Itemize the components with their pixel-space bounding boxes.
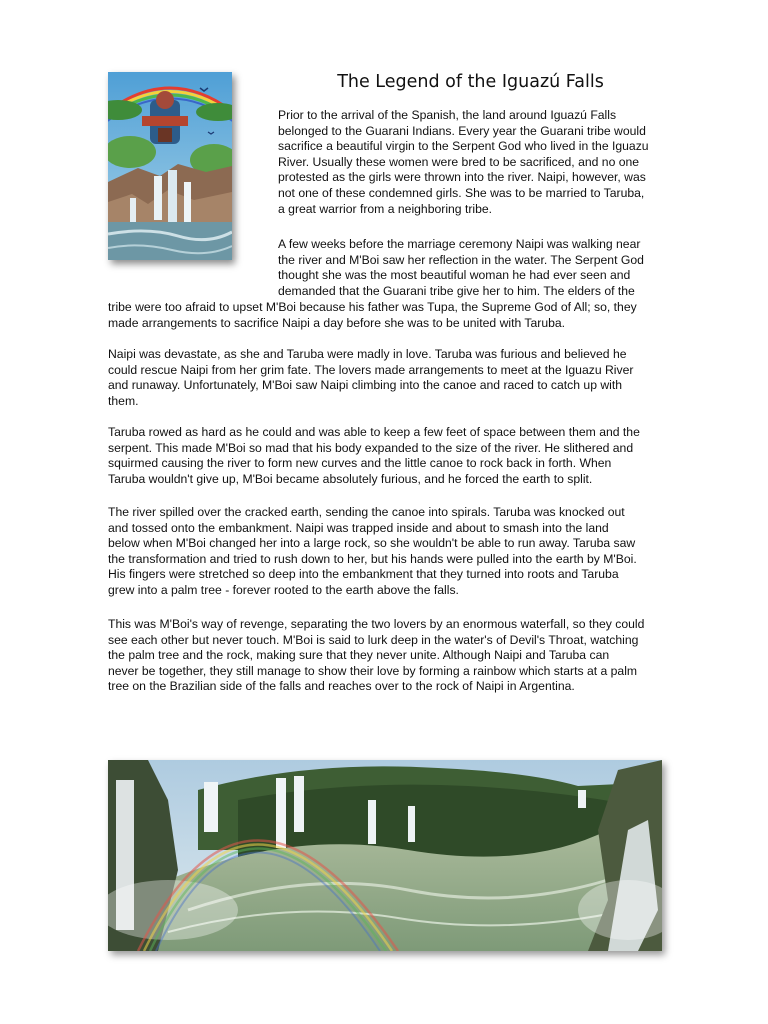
paragraph-4	[108, 425, 640, 487]
text-line: made arrangements to sacrifice Naipi a day before she was to be united with Taruba.	[108, 315, 566, 330]
text-line: demanded that the Guarani tribe give her to him. The elders of the	[278, 283, 635, 298]
text-line: squirmed causing the river to form new curves and the little canoe to rock back in forth. When	[108, 456, 612, 471]
text-line: not one of these condemned girls. She was to be married to Taruba,	[278, 185, 645, 200]
text-line: never be together, they still manage to show their love by forming a rainbow which starts at a palm	[108, 663, 638, 678]
text-line: Taruba rowed as hard as he could and was able to keep a few feet of space between them and the	[108, 425, 640, 439]
text-line: and runaway. Unfortunately, M'Boi saw Naipi climbing into the canoe and raced to catch up with	[108, 378, 623, 393]
text-line: and tossed onto the embankment. Naipi was trapped inside and about to smash into the land	[108, 520, 609, 535]
paragraph-2-continued	[108, 300, 637, 331]
text-line: His fingers were stretched so deep into the embankment that they turned into roots and Taruba	[108, 567, 619, 582]
text-line: sacrifice a beautiful virgin to the Serpent God who lived in the Iguazu	[278, 139, 649, 154]
text-line: tree on the Brazilian side of the falls and reaches over to the rock of Naipi in Argentina.	[108, 679, 575, 694]
text-line: the transformation and tried to rush down to her, but his hands were pulled into the earth by M'Boi.	[108, 551, 637, 566]
paragraph-5	[108, 505, 637, 599]
text-line: grew into a palm tree - forever rooted to the earth above the falls.	[108, 582, 459, 597]
iguazu-falls-photo	[108, 760, 662, 951]
text-line: The river spilled over the cracked earth, sending the canoe into spirals. Taruba was knocked out	[108, 505, 625, 519]
text-line: belonged to the Guarani Indians. Every year the Guarani tribe would	[278, 123, 646, 138]
page-title: The Legend of the Iguazú Falls	[337, 72, 604, 92]
text-line: River. Usually these women were bred to be sacrificed, and no one	[278, 154, 640, 169]
text-line: the palm tree and the rock, making sure that they never unite. Although Naipi and Taruba can	[108, 648, 610, 663]
paragraph-1	[278, 108, 649, 217]
text-line: Naipi was devastate, as she and Taruba were madly in love. Taruba was furious and believed he	[108, 347, 627, 361]
text-line: thought she was the most beautiful woman he had ever seen and	[278, 268, 631, 283]
text-line: a great warrior from a neighboring tribe.	[278, 201, 493, 216]
text-line: them.	[108, 393, 139, 408]
paragraph-6	[108, 617, 644, 695]
text-line: below when M'Boi changed her into a large rock, so she wouldn't be able to run away. Taruba saw	[108, 536, 636, 551]
text-line: This was M'Boi's way of revenge, separating the two lovers by an enormous waterfall, so they could	[108, 617, 645, 631]
paragraph-2-wrapped	[278, 237, 644, 299]
text-line: Prior to the arrival of the Spanish, the land around Iguazú Falls	[278, 108, 617, 122]
legend-painting	[108, 72, 232, 260]
text-line: serpent. This made M'Boi so mad that his body expanded to the size of the river. He slithered and	[108, 440, 634, 455]
text-line: see each other but never touch. M'Boi is said to lurk deep in the water's of Devil's Throat, watching	[108, 632, 639, 647]
text-line: protested as the girls were thrown into the river. Naipi, however, was	[278, 170, 646, 185]
text-line: tribe were too afraid to upset M'Boi because his father was Tupa, the Supreme God of All; so, they	[108, 300, 637, 314]
text-line: A few weeks before the marriage ceremony Naipi was walking near	[278, 237, 641, 251]
text-line: could rescue Naipi from her grim fate. The lovers made arrangements to meet at the Iguazu River	[108, 362, 634, 377]
paragraph-3	[108, 347, 633, 409]
text-line: the river and M'Boi saw her reflection in the water. The Serpent God	[278, 252, 644, 267]
text-line: Taruba wouldn't give up, M'Boi became absolutely furious, and he forced the earth to split.	[108, 471, 593, 486]
